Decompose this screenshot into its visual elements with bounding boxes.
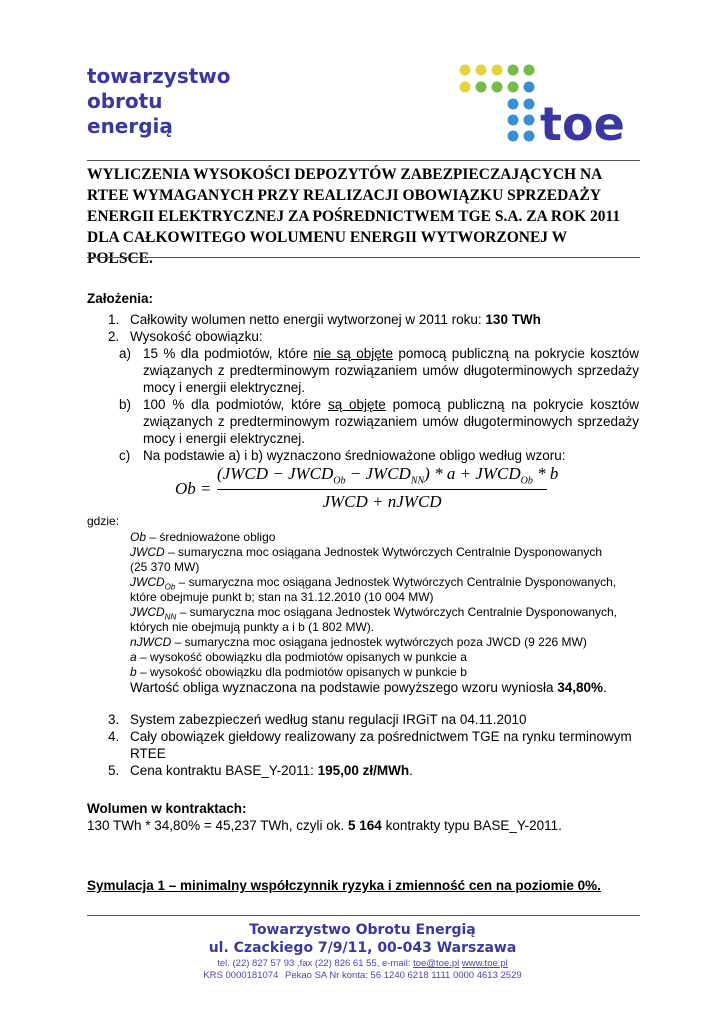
- def-jwcd: JWCD – sumaryczna moc osiągana Jednostek Wytwórczych Centralnie Dysponowanych: [130, 545, 603, 559]
- item-1-number: 1.: [108, 312, 120, 327]
- footer-email-link[interactable]: toe@toe.pl: [413, 958, 460, 969]
- assumptions-heading: Założenia:: [87, 291, 154, 306]
- logo-dots-row-1: [460, 65, 535, 76]
- item-4-text: Cały obowiązek giełdowy realizowany za pośrednictwem TGE na rynku terminowym: [130, 729, 632, 744]
- def-b: b – wysokość obowiązku dla podmiotów opisanych w punkcie b: [130, 665, 467, 679]
- logo-dots-rows-3-5: [508, 99, 535, 142]
- footer-website-link[interactable]: www.toe.pl: [461, 958, 508, 969]
- item-3-text: System zabezpieczeń według stanu regulacji IRGiT na 04.11.2010: [130, 712, 527, 727]
- item-3-number: 3.: [108, 712, 120, 727]
- formula-numerator: (JWCD − $JWCD_{Ob}$ − $JWCD_{NN}$) * $a + JWCD_{Ob} * b$: [217, 464, 559, 487]
- brand-line-2: obrotu: [87, 89, 163, 113]
- obligo-formula: [175, 464, 559, 514]
- footer-registration: KRS 0000181074 Pekao SA Nr konta: 56 1240 6218 1111 0000 4613 2529: [203, 970, 522, 981]
- footer-address: ul. Czackiego 7/9/11, 00-043 Warszawa: [208, 940, 517, 956]
- title-rule-top: [87, 160, 640, 161]
- def-njwcd: nJWCD – sumaryczna moc osiągana jednostek wytwórczych poza JWCD (9 226 MW): [130, 635, 587, 649]
- footer-contact: tel. (22) 827 57 93 ,fax (22) 826 61 55, e-mail: toe@toe.pl www.toe.pl: [217, 958, 508, 969]
- brand-line-3: energią: [87, 114, 173, 138]
- toe-logo: [455, 60, 635, 144]
- def-ob: Ob – średnioważone obligo: [130, 530, 276, 544]
- item-c-text: Na podstawie a) i b) wyznaczono średnioważone obligo według wzoru:: [143, 448, 566, 463]
- item-2-number: 2.: [108, 329, 120, 344]
- def-jwcd-ob-line-2: które obejmuje punkt b; stan na 31.12.2010 (10 004 MW): [130, 590, 434, 604]
- obligo-result: Wartość obliga wyznaczona na podstawie powyższego wzoru wyniosła 34,80%.: [130, 680, 607, 695]
- item-4-line-2: RTEE: [130, 746, 166, 761]
- item-2-text: Wysokość obowiązku:: [130, 329, 263, 344]
- document-title: [87, 164, 640, 269]
- item-b-line-1: 100 % dla podmiotów, które są objęte pomocą publiczną na pokrycie kosztów: [143, 397, 639, 412]
- logo-dots-row-2: [460, 82, 535, 93]
- formula-equals: =: [201, 479, 211, 498]
- item-b-label: b): [119, 397, 132, 412]
- simulation-heading: Symulacja 1 – minimalny współczynnik ryzyka i zmienność cen na poziomie 0%.: [87, 878, 601, 893]
- formula-lhs: Ob: [175, 479, 196, 498]
- formula-fraction-bar: [217, 489, 547, 490]
- brand-name: [87, 64, 231, 139]
- item-b-line-2: związanych z predterminowym rozwiązaniem umów długoterminowych sprzedaży: [143, 414, 639, 429]
- volume-calculation: 130 TWh * 34,80% = 45,237 TWh, czyli ok. 5 164 kontrakty typu BASE_Y-2011.: [87, 818, 562, 833]
- item-a-line-2: związanych z predterminowym rozwiązaniem umów długoterminowych sprzedaży: [143, 363, 639, 378]
- item-1-text: Całkowity wolumen netto energii wytworzonej w 2011 roku: 130 TWh: [130, 312, 541, 327]
- item-b-line-3: mocy i energii elektrycznej.: [143, 431, 306, 446]
- title-rule-bottom: [87, 257, 640, 258]
- title-line-1: WYLICZENIA WYSOKOŚCI DEPOZYTÓW ZABEZPIECZAJĄCYCH NA: [87, 166, 603, 183]
- title-line-5: POLSCE.: [87, 250, 153, 267]
- def-jwcd-ob: $JWCD_{Ob}$ – sumaryczna moc osiągana Jednostek Wytwórczych Centralnie Dysponowanych,: [130, 575, 617, 592]
- item-a-line-1: 15 % dla podmiotów, które nie są objęte pomocą publiczną na pokrycie kosztów: [143, 346, 640, 361]
- brand-line-1: towarzystwo: [87, 64, 231, 88]
- def-jwcd-line-2: (25 370 MW): [130, 560, 200, 574]
- item-a-label: a): [119, 346, 132, 361]
- def-a: a – wysokość obowiązku dla podmiotów opisanych w punkcie a: [130, 650, 467, 664]
- def-jwcd-nn-line-2: których nie obejmują punkty a i b (1 802 MW).: [130, 620, 375, 634]
- def-jwcd-nn: $JWCD_{NN}$ – sumaryczna moc osiągana Jednostek Wytwórczych Centralnie Dysponowanych,: [130, 605, 617, 622]
- footer-rule: [87, 915, 640, 916]
- formula-denominator: JWCD + nJWCD: [322, 492, 442, 511]
- title-line-2: RTEE WYMAGANYCH PRZY REALIZACJI OBOWIĄZKU SPRZEDAŻY: [87, 187, 602, 204]
- title-line-3: ENERGII ELEKTRYCZNEJ ZA POŚREDNICTWEM TGE S.A. ZA ROK 2011: [87, 208, 621, 225]
- item-c-label: c): [119, 448, 131, 463]
- item-5-text: Cena kontraktu BASE_Y-2011: 195,00 zł/MWh.: [130, 763, 413, 778]
- item-5-number: 5.: [108, 763, 120, 778]
- title-line-4: DLA CAŁKOWITEGO WOLUMENU ENERGII WYTWORZONEJ W: [87, 229, 568, 246]
- item-4-number: 4.: [108, 729, 120, 744]
- logo-text: toe: [540, 97, 625, 144]
- where-label: gdzie:: [87, 514, 120, 528]
- footer-company-name: Towarzystwo Obrotu Energią: [249, 922, 476, 938]
- volume-heading: Wolumen w kontraktach:: [87, 801, 247, 816]
- item-a-line-3: mocy i energii elektrycznej.: [143, 380, 306, 395]
